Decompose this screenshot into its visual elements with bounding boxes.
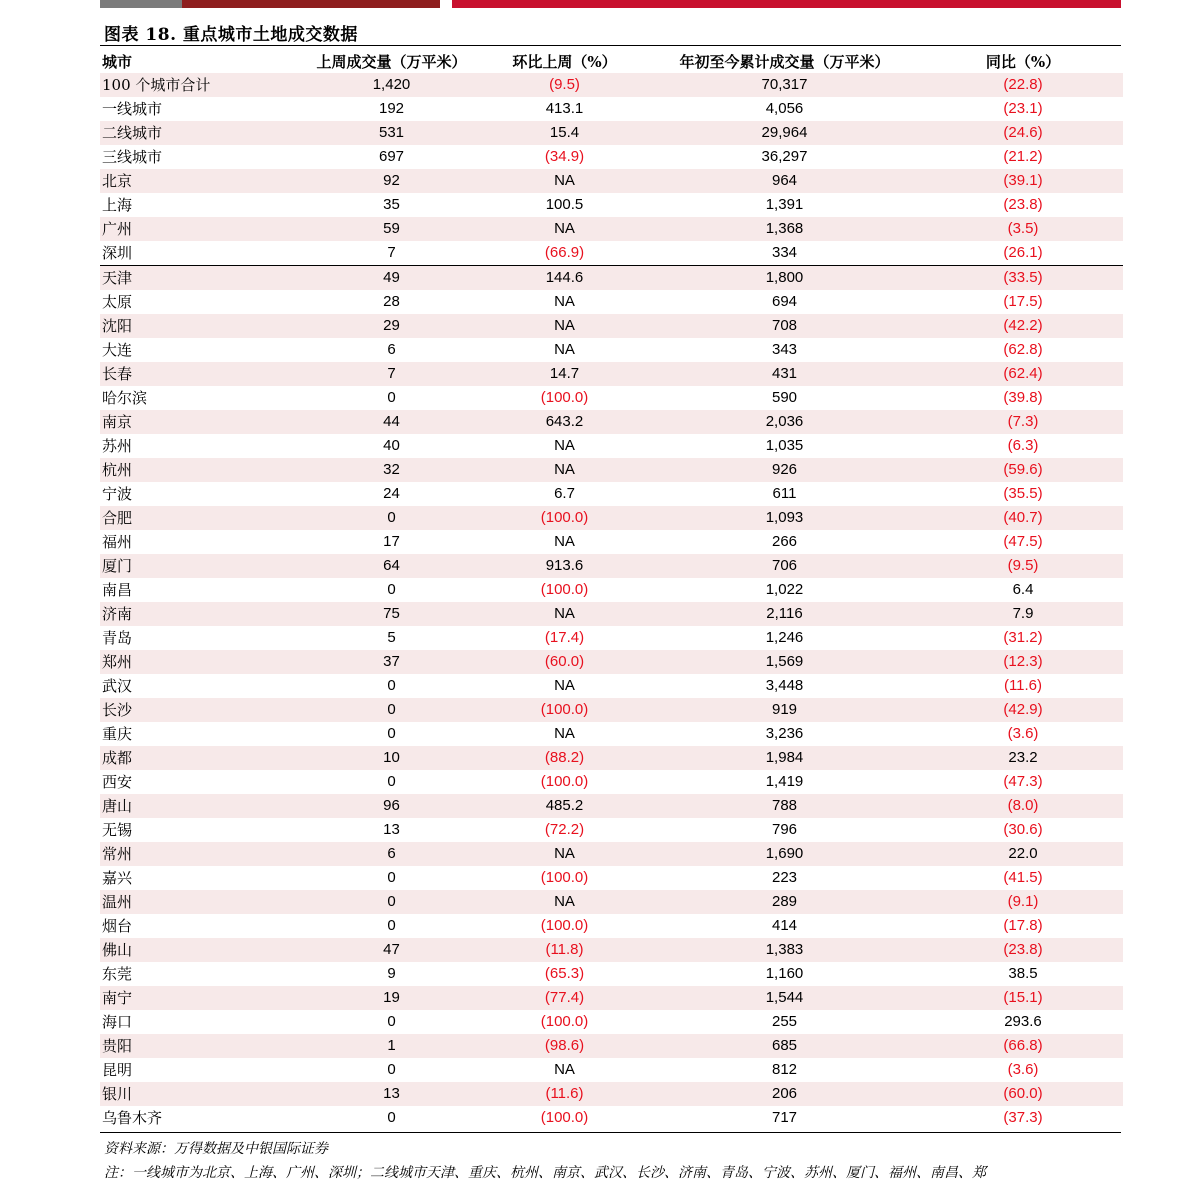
- yoy-change-cell: (37.3): [1003, 1109, 1043, 1126]
- header-wow-change: 环比上周（%）: [512, 52, 617, 71]
- table-row: [100, 722, 1123, 746]
- table-row: [100, 241, 1123, 266]
- city-cell: 苏州: [102, 437, 133, 455]
- weekly-volume-cell: 0: [387, 1109, 396, 1126]
- ytd-volume-cell: 1,022: [765, 581, 804, 598]
- wow-change-cell: (72.2): [544, 821, 585, 838]
- yoy-change-cell: (41.5): [1003, 869, 1043, 886]
- wow-change-cell: (34.9): [544, 148, 585, 165]
- wow-change-cell: (100.0): [540, 773, 589, 790]
- wow-change-cell: (66.9): [483, 241, 646, 266]
- weekly-volume-cell: 44: [300, 410, 483, 434]
- yoy-change-cell: (62.4): [923, 362, 1123, 386]
- ytd-volume-cell: 919: [646, 698, 923, 722]
- weekly-volume-cell: 0: [387, 581, 396, 598]
- weekly-volume-cell: 24: [383, 485, 400, 502]
- ytd-volume-cell: 611: [772, 485, 797, 502]
- ytd-volume-cell: 70,317: [646, 73, 923, 97]
- wow-change-cell: NA: [483, 458, 646, 482]
- wow-change-cell: 100.5: [545, 196, 584, 213]
- weekly-volume-cell: 0: [387, 1013, 396, 1030]
- bottom-rule: [100, 1132, 1121, 1133]
- wow-change-cell: (100.0): [540, 1109, 589, 1126]
- city-cell: 北京: [100, 169, 300, 193]
- weekly-volume-cell: 49: [300, 266, 483, 291]
- city-cell: 厦门: [100, 554, 300, 578]
- ytd-volume-cell: 1,569: [646, 650, 923, 674]
- city-cell: 100 个城市合计: [100, 73, 300, 97]
- table-row: [100, 962, 1123, 986]
- table-row: [100, 626, 1123, 650]
- wow-change-cell: NA: [554, 1061, 575, 1078]
- wow-change-cell: 643.2: [483, 410, 646, 434]
- header-weekly-volume: 上周成交量（万平米）: [316, 52, 467, 71]
- table-row: [100, 386, 1123, 410]
- table-row: [100, 746, 1123, 770]
- yoy-change-cell: (11.6): [1003, 677, 1043, 694]
- weekly-volume-cell: 75: [300, 602, 483, 626]
- city-cell: 济南: [100, 602, 300, 626]
- city-cell: 武汉: [102, 677, 133, 695]
- city-cell: 嘉兴: [102, 869, 133, 887]
- table-row: [100, 434, 1123, 458]
- city-cell: 常州: [100, 842, 300, 866]
- city-cell: 三线城市: [102, 148, 163, 166]
- ytd-volume-cell: 1,984: [646, 746, 923, 770]
- table-row: [100, 121, 1123, 145]
- yoy-change-cell: 22.0: [923, 842, 1123, 866]
- wow-change-cell: NA: [483, 169, 646, 193]
- table-row: [100, 290, 1123, 314]
- weekly-volume-cell: 6: [300, 842, 483, 866]
- weekly-volume-cell: 1: [300, 1034, 483, 1058]
- table-row: [100, 169, 1123, 193]
- yoy-change-cell: (39.1): [923, 169, 1123, 193]
- wow-change-cell: NA: [554, 533, 575, 550]
- yoy-change-cell: (35.5): [1003, 485, 1043, 502]
- wow-change-cell: (100.0): [540, 917, 589, 934]
- yoy-change-cell: (47.3): [1003, 773, 1043, 790]
- ytd-volume-cell: 3,236: [765, 725, 804, 742]
- yoy-change-cell: (3.6): [1007, 725, 1039, 742]
- city-cell: 太原: [102, 293, 133, 311]
- wow-change-cell: (88.2): [483, 746, 646, 770]
- table-row: [100, 506, 1123, 530]
- table-row: [100, 866, 1123, 890]
- weekly-volume-cell: 5: [387, 629, 396, 646]
- header-bar-darkred: [182, 0, 440, 8]
- city-cell: 佛山: [100, 938, 300, 962]
- table-row: [100, 338, 1123, 362]
- ytd-volume-cell: 4,056: [765, 100, 804, 117]
- yoy-change-cell: (23.1): [1003, 100, 1043, 117]
- ytd-volume-cell: 206: [646, 1082, 923, 1106]
- table-row: [100, 578, 1123, 602]
- table-row: [100, 73, 1123, 97]
- wow-change-cell: 6.7: [554, 485, 575, 502]
- land-transaction-table: [100, 49, 1123, 1130]
- ytd-volume-cell: 1,383: [646, 938, 923, 962]
- city-cell: 重庆: [102, 725, 133, 743]
- yoy-change-cell: (23.8): [1003, 196, 1043, 213]
- city-cell: 东莞: [102, 965, 133, 983]
- weekly-volume-cell: 10: [300, 746, 483, 770]
- ytd-volume-cell: 812: [771, 1061, 798, 1078]
- yoy-change-cell: 38.5: [1008, 965, 1038, 982]
- yoy-change-cell: (24.6): [923, 121, 1123, 145]
- yoy-change-cell: 6.4: [1012, 581, 1034, 598]
- table-header-row: [100, 49, 1123, 73]
- yoy-change-cell: (3.5): [923, 217, 1123, 241]
- yoy-change-cell: (17.5): [1003, 293, 1043, 310]
- table-row: [100, 674, 1123, 698]
- ytd-volume-cell: 334: [646, 241, 923, 266]
- city-cell: 宁波: [102, 485, 133, 503]
- city-cell: 深圳: [100, 241, 300, 266]
- weekly-volume-cell: 64: [300, 554, 483, 578]
- ytd-volume-cell: 223: [771, 869, 798, 886]
- city-cell: 烟台: [102, 917, 133, 935]
- city-cell: 昆明: [102, 1061, 133, 1079]
- yoy-change-cell: (9.5): [923, 554, 1123, 578]
- city-cell: 唐山: [100, 794, 300, 818]
- wow-change-cell: (100.0): [540, 1013, 589, 1030]
- wow-change-cell: 485.2: [483, 794, 646, 818]
- wow-change-cell: 14.7: [483, 362, 646, 386]
- city-cell: 大连: [102, 341, 133, 359]
- ytd-volume-cell: 1,368: [646, 217, 923, 241]
- table-row: [100, 1082, 1123, 1106]
- header-bar-red: [452, 0, 1121, 8]
- weekly-volume-cell: 0: [300, 506, 483, 530]
- table-row: [100, 698, 1123, 722]
- table-row: [100, 1106, 1123, 1130]
- yoy-change-cell: (42.9): [923, 698, 1123, 722]
- yoy-change-cell: 293.6: [1004, 1013, 1042, 1030]
- weekly-volume-cell: 0: [387, 725, 396, 742]
- yoy-change-cell: (3.6): [1007, 1061, 1039, 1078]
- weekly-volume-cell: 92: [300, 169, 483, 193]
- ytd-volume-cell: 1,035: [765, 437, 804, 454]
- city-cell: 贵阳: [100, 1034, 300, 1058]
- city-cell: 海口: [102, 1013, 133, 1031]
- ytd-volume-cell: 1,800: [646, 266, 923, 291]
- source-note: 资料来源：万得数据及中银国际证券: [104, 1141, 328, 1157]
- wow-change-cell: NA: [554, 341, 575, 358]
- wow-change-cell: 144.6: [483, 266, 646, 291]
- ytd-volume-cell: 2,116: [646, 602, 923, 626]
- wow-change-cell: (100.0): [483, 506, 646, 530]
- ytd-volume-cell: 685: [646, 1034, 923, 1058]
- ytd-volume-cell: 1,419: [765, 773, 804, 790]
- ytd-volume-cell: 289: [646, 890, 923, 914]
- city-cell: 杭州: [100, 458, 300, 482]
- yoy-change-cell: (62.8): [1003, 341, 1043, 358]
- yoy-change-cell: 7.9: [923, 602, 1123, 626]
- city-cell: 哈尔滨: [102, 389, 148, 407]
- city-cell: 西安: [102, 773, 133, 791]
- city-cell: 银川: [100, 1082, 300, 1106]
- city-cell: 青岛: [102, 629, 133, 647]
- ytd-volume-cell: 1,093: [646, 506, 923, 530]
- weekly-volume-cell: 531: [300, 121, 483, 145]
- yoy-change-cell: (22.8): [923, 73, 1123, 97]
- city-cell: 一线城市: [102, 100, 163, 118]
- city-cell: 成都: [100, 746, 300, 770]
- yoy-change-cell: (30.6): [1003, 821, 1043, 838]
- table-row: [100, 458, 1123, 482]
- yoy-change-cell: (59.6): [923, 458, 1123, 482]
- weekly-volume-cell: 59: [300, 217, 483, 241]
- yoy-change-cell: (39.8): [1003, 389, 1043, 406]
- table-row: [100, 650, 1123, 674]
- ytd-volume-cell: 1,246: [765, 629, 804, 646]
- city-cell: 广州: [100, 217, 300, 241]
- city-cell: 沈阳: [100, 314, 300, 338]
- table-row: [100, 314, 1123, 338]
- header-ytd-volume: 年初至今累计成交量（万平米）: [679, 52, 890, 71]
- table-row: [100, 1058, 1123, 1082]
- weekly-volume-cell: 6: [387, 341, 396, 358]
- yoy-change-cell: (8.0): [923, 794, 1123, 818]
- yoy-change-cell: (9.1): [923, 890, 1123, 914]
- weekly-volume-cell: 7: [300, 362, 483, 386]
- yoy-change-cell: (15.1): [923, 986, 1123, 1010]
- table-row: [100, 818, 1123, 842]
- weekly-volume-cell: 17: [383, 533, 400, 550]
- weekly-volume-cell: 0: [387, 389, 396, 406]
- wow-change-cell: (17.4): [544, 629, 585, 646]
- yoy-change-cell: (60.0): [923, 1082, 1123, 1106]
- city-cell: 郑州: [100, 650, 300, 674]
- weekly-volume-cell: 0: [300, 698, 483, 722]
- ytd-volume-cell: 3,448: [765, 677, 804, 694]
- wow-change-cell: (11.6): [483, 1082, 646, 1106]
- table-row: [100, 770, 1123, 794]
- table-row: [100, 842, 1123, 866]
- ytd-volume-cell: 255: [771, 1013, 798, 1030]
- wow-change-cell: NA: [483, 890, 646, 914]
- yoy-change-cell: (31.2): [1003, 629, 1043, 646]
- weekly-volume-cell: 0: [387, 869, 396, 886]
- yoy-change-cell: (21.2): [1003, 148, 1043, 165]
- weekly-volume-cell: 0: [387, 917, 396, 934]
- city-cell: 乌鲁木齐: [102, 1109, 163, 1127]
- table-row: [100, 530, 1123, 554]
- weekly-volume-cell: 13: [383, 821, 400, 838]
- wow-change-cell: (77.4): [483, 986, 646, 1010]
- ytd-volume-cell: 1,391: [765, 196, 804, 213]
- yoy-change-cell: (40.7): [923, 506, 1123, 530]
- wow-change-cell: NA: [483, 217, 646, 241]
- wow-change-cell: NA: [483, 314, 646, 338]
- weekly-volume-cell: 0: [387, 1061, 396, 1078]
- city-cell: 天津: [100, 266, 300, 291]
- table-row: [100, 602, 1123, 626]
- table-row: [100, 362, 1123, 386]
- table-row: [100, 145, 1123, 169]
- ytd-volume-cell: 2,036: [646, 410, 923, 434]
- table-row: [100, 1010, 1123, 1034]
- weekly-volume-cell: 0: [387, 773, 396, 790]
- weekly-volume-cell: 1,420: [300, 73, 483, 97]
- ytd-volume-cell: 36,297: [761, 148, 808, 165]
- yoy-change-cell: 23.2: [923, 746, 1123, 770]
- yoy-change-cell: (17.8): [1003, 917, 1043, 934]
- city-cell: 温州: [100, 890, 300, 914]
- yoy-change-cell: (7.3): [923, 410, 1123, 434]
- ytd-volume-cell: 414: [771, 917, 798, 934]
- table-row: [100, 97, 1123, 121]
- weekly-volume-cell: 40: [383, 437, 400, 454]
- wow-change-cell: (9.5): [483, 73, 646, 97]
- yoy-change-cell: (33.5): [923, 266, 1123, 291]
- wow-change-cell: (11.8): [483, 938, 646, 962]
- weekly-volume-cell: 19: [300, 986, 483, 1010]
- weekly-volume-cell: 29: [300, 314, 483, 338]
- weekly-volume-cell: 28: [383, 293, 400, 310]
- table-row: [100, 794, 1123, 818]
- city-cell: 长沙: [100, 698, 300, 722]
- figure-title: 图表 18. 重点城市土地成交数据: [104, 25, 358, 45]
- yoy-change-cell: (6.3): [1007, 437, 1039, 454]
- wow-change-cell: (100.0): [540, 869, 589, 886]
- wow-change-cell: NA: [483, 602, 646, 626]
- table-row: [100, 1034, 1123, 1058]
- wow-change-cell: NA: [554, 677, 575, 694]
- weekly-volume-cell: 7: [300, 241, 483, 266]
- wow-change-cell: (100.0): [483, 698, 646, 722]
- wow-change-cell: 413.1: [545, 100, 584, 117]
- header-bar-grey: [100, 0, 182, 8]
- weekly-volume-cell: 0: [300, 890, 483, 914]
- ytd-volume-cell: 1,690: [646, 842, 923, 866]
- weekly-volume-cell: 37: [300, 650, 483, 674]
- ytd-volume-cell: 796: [771, 821, 798, 838]
- table-row: [100, 914, 1123, 938]
- header-yoy-change: 同比（%）: [985, 52, 1061, 71]
- wow-change-cell: (60.0): [483, 650, 646, 674]
- wow-change-cell: NA: [554, 293, 575, 310]
- ytd-volume-cell: 1,544: [646, 986, 923, 1010]
- ytd-volume-cell: 266: [771, 533, 798, 550]
- city-cell: 合肥: [100, 506, 300, 530]
- ytd-volume-cell: 788: [646, 794, 923, 818]
- footnote: 注：一线城市为北京、上海、广州、深圳；二线城市天津、重庆、杭州、南京、武汉、长沙、济南、青岛、宁波、苏州、厦门、福州、南昌、郑: [104, 1165, 986, 1181]
- ytd-volume-cell: 706: [646, 554, 923, 578]
- weekly-volume-cell: 0: [387, 677, 396, 694]
- weekly-volume-cell: 32: [300, 458, 483, 482]
- ytd-volume-cell: 590: [771, 389, 798, 406]
- table-row: [100, 554, 1123, 578]
- table-row: [100, 193, 1123, 217]
- yoy-change-cell: (26.1): [923, 241, 1123, 266]
- ytd-volume-cell: 717: [771, 1109, 798, 1126]
- city-cell: 上海: [102, 196, 133, 214]
- wow-change-cell: NA: [554, 437, 575, 454]
- table-row: [100, 482, 1123, 506]
- yoy-change-cell: (66.8): [923, 1034, 1123, 1058]
- ytd-volume-cell: 343: [771, 341, 798, 358]
- table-row: [100, 410, 1123, 434]
- ytd-volume-cell: 29,964: [646, 121, 923, 145]
- title-rule: [100, 45, 1121, 46]
- city-cell: 南京: [100, 410, 300, 434]
- ytd-volume-cell: 708: [646, 314, 923, 338]
- ytd-volume-cell: 964: [646, 169, 923, 193]
- yoy-change-cell: (47.5): [1003, 533, 1043, 550]
- wow-change-cell: 913.6: [483, 554, 646, 578]
- yoy-change-cell: (12.3): [923, 650, 1123, 674]
- weekly-volume-cell: 47: [300, 938, 483, 962]
- ytd-volume-cell: 1,160: [765, 965, 804, 982]
- weekly-volume-cell: 9: [387, 965, 396, 982]
- wow-change-cell: NA: [554, 725, 575, 742]
- city-cell: 福州: [102, 533, 133, 551]
- ytd-volume-cell: 694: [771, 293, 798, 310]
- wow-change-cell: (100.0): [540, 389, 589, 406]
- city-cell: 南宁: [100, 986, 300, 1010]
- table-row: [100, 890, 1123, 914]
- wow-change-cell: 15.4: [483, 121, 646, 145]
- yoy-change-cell: (42.2): [923, 314, 1123, 338]
- weekly-volume-cell: 96: [300, 794, 483, 818]
- weekly-volume-cell: 35: [383, 196, 400, 213]
- header-city: 城市: [102, 52, 133, 71]
- weekly-volume-cell: 697: [378, 148, 405, 165]
- table-row: [100, 266, 1123, 291]
- table-row: [100, 217, 1123, 241]
- wow-change-cell: (65.3): [544, 965, 585, 982]
- wow-change-cell: (98.6): [483, 1034, 646, 1058]
- wow-change-cell: NA: [483, 842, 646, 866]
- city-cell: 长春: [100, 362, 300, 386]
- city-cell: 无锡: [102, 821, 133, 839]
- city-cell: 南昌: [102, 581, 133, 599]
- weekly-volume-cell: 192: [378, 100, 405, 117]
- table-row: [100, 938, 1123, 962]
- table-row: [100, 986, 1123, 1010]
- yoy-change-cell: (23.8): [923, 938, 1123, 962]
- wow-change-cell: (100.0): [540, 581, 589, 598]
- city-cell: 二线城市: [100, 121, 300, 145]
- weekly-volume-cell: 13: [300, 1082, 483, 1106]
- ytd-volume-cell: 926: [646, 458, 923, 482]
- ytd-volume-cell: 431: [646, 362, 923, 386]
